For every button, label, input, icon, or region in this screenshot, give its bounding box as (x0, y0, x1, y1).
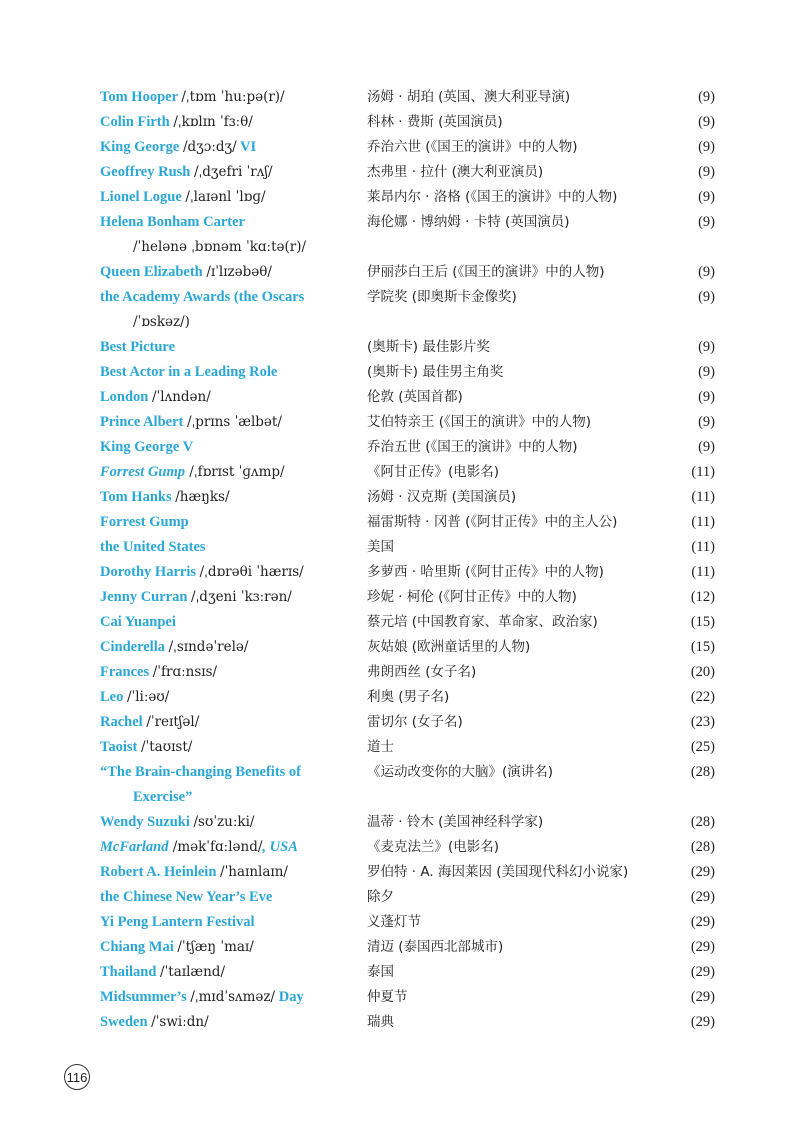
glossary-entry (100, 735, 715, 760)
entry-term (100, 660, 362, 685)
term-text: Best Actor in a Leading Role (100, 364, 278, 380)
term-text: King George V (100, 439, 194, 455)
phonetic: /ˌtɒm ˈhuːpə(r)/ (181, 89, 285, 105)
term-text: VI (236, 139, 257, 155)
entry-page-ref: (23) (690, 714, 715, 730)
entry-term (100, 635, 362, 660)
term-text: Sweden (100, 1014, 152, 1030)
glossary-entry (100, 835, 715, 860)
entry-translation: 灰姑娘 (欧洲童话里的人物) (367, 639, 531, 655)
term-text: Jenny Curran (100, 589, 192, 605)
entry-page-ref: (9) (698, 389, 715, 405)
entry-page-ref: (15) (690, 614, 715, 630)
entry-page-ref: (29) (690, 914, 715, 930)
phonetic: /ˌsɪndəˈrelə/ (168, 639, 249, 655)
phonetic: /ˈtʃæŋ ˈmaɪ/ (177, 939, 254, 955)
term-text: Prince Albert (100, 414, 187, 430)
entry-translation: 乔治六世 (《国王的演讲》中的人物) (367, 139, 578, 155)
entry-term (100, 885, 362, 910)
term-text: Chiang Mai (100, 939, 178, 955)
glossary-entry (100, 610, 715, 635)
glossary-entry (100, 960, 715, 985)
phonetic: /ˌprɪns ˈælbət/ (186, 414, 282, 430)
phonetic: /məkˈfɑːlənd/ (168, 839, 263, 855)
glossary-entry (100, 760, 715, 810)
phonetic: /ˈliːəʊ/ (126, 689, 170, 705)
entry-term (100, 360, 362, 385)
glossary-entry (100, 685, 715, 710)
entry-translation: 瑞典 (367, 1014, 394, 1030)
term-text: Leo (100, 689, 127, 705)
entry-term (100, 435, 362, 460)
entry-page-ref: (28) (690, 839, 715, 855)
phonetic: /ˌmɪdˈsʌməz/ (190, 989, 276, 1005)
glossary-entry (100, 85, 715, 110)
entry-translation: 道士 (367, 739, 394, 755)
glossary-entry (100, 385, 715, 410)
entry-translation: 珍妮 · 柯伦 (《阿甘正传》中的人物) (367, 589, 577, 605)
glossary-entry (100, 535, 715, 560)
term-text: Forrest Gump (100, 464, 186, 480)
entry-term (100, 810, 362, 835)
entry-page-ref: (28) (690, 764, 715, 780)
entry-page-ref: (11) (691, 514, 715, 530)
term-text: Tom Hooper (100, 89, 182, 105)
term-text: Frances (100, 664, 153, 680)
phonetic: /ˌdɒrəθi ˈhærɪs/ (199, 564, 304, 580)
phonetic: /ˌdʒeni ˈkɜːrən/ (191, 589, 292, 605)
entry-term (100, 910, 362, 935)
term-text: Cinderella (100, 639, 169, 655)
glossary-entry (100, 485, 715, 510)
entry-translation: 学院奖 (即奥斯卡金像奖) (367, 289, 517, 305)
term-text: Day (275, 989, 304, 1005)
entry-translation: 弗朗西丝 (女子名) (367, 664, 477, 680)
term-text: Thailand (100, 964, 161, 980)
entry-term (100, 460, 362, 485)
entry-term (100, 735, 362, 760)
glossary-entry (100, 360, 715, 385)
entry-translation: 温蒂 · 铃木 (美国神经科学家) (367, 814, 544, 830)
entry-page-ref: (9) (698, 114, 715, 130)
term-text: Robert A. Heinlein (100, 864, 221, 880)
entry-term (100, 535, 362, 560)
term-text: Lionel Logue (100, 189, 186, 205)
entry-translation: 泰国 (367, 964, 394, 980)
glossary-entry (100, 660, 715, 685)
entry-translation: 艾伯特亲王 (《国王的演讲》中的人物) (367, 414, 592, 430)
term-text: Dorothy Harris (100, 564, 200, 580)
glossary-entry (100, 635, 715, 660)
entry-translation: 义蓬灯节 (367, 914, 421, 930)
entry-term (100, 985, 362, 1010)
glossary-list (100, 85, 715, 1035)
entry-translation: 蔡元培 (中国教育家、革命家、政治家) (367, 614, 598, 630)
glossary-entry (100, 935, 715, 960)
term-text-continued: Exercise” (133, 789, 193, 805)
phonetic: /ˌkɒlɪn ˈfɜːθ/ (173, 114, 253, 130)
entry-translation: 杰弗里 · 拉什 (澳大利亚演员) (367, 164, 544, 180)
entry-translation: 美国 (367, 539, 394, 555)
glossary-entry (100, 110, 715, 135)
entry-term (100, 110, 362, 135)
term-text: Forrest Gump (100, 514, 189, 530)
phonetic: /ˈswiːdn/ (151, 1014, 209, 1030)
entry-page-ref: (9) (698, 264, 715, 280)
entry-page-ref: (29) (690, 964, 715, 980)
glossary-entry (100, 510, 715, 535)
term-text: Cai Yuanpei (100, 614, 176, 630)
term-text: Queen Elizabeth (100, 264, 207, 280)
entry-page-ref: (25) (690, 739, 715, 755)
entry-term (100, 485, 362, 510)
entry-term (100, 560, 362, 585)
glossary-entry (100, 210, 715, 260)
phonetic: /ˈreɪtʃəl/ (146, 714, 200, 730)
glossary-entry (100, 185, 715, 210)
entry-translation: (奥斯卡) 最佳影片奖 (367, 339, 490, 355)
entry-translation: 《麦克法兰》(电影名) (367, 839, 500, 855)
entry-translation: 雷切尔 (女子名) (367, 714, 463, 730)
glossary-entry (100, 985, 715, 1010)
phonetic-continued: /ˈhelənə ˌbɒnəm ˈkɑːtə(r)/ (133, 239, 307, 255)
term-text: Helena Bonham Carter (100, 214, 245, 230)
glossary-entry (100, 260, 715, 285)
entry-page-ref: (9) (698, 214, 715, 230)
term-text: the United States (100, 539, 206, 555)
page-number-badge: 116 (64, 1064, 90, 1090)
entry-term (100, 85, 362, 110)
term-text: Taoist (100, 739, 141, 755)
entry-page-ref: (29) (690, 864, 715, 880)
entry-term (100, 410, 362, 435)
entry-page-ref: (20) (690, 664, 715, 680)
entry-term (100, 160, 362, 185)
glossary-entry (100, 860, 715, 885)
entry-term (100, 935, 362, 960)
entry-term (100, 335, 362, 360)
glossary-entry (100, 435, 715, 460)
phonetic: /ˈlʌndən/ (152, 389, 211, 405)
term-text: Rachel (100, 714, 147, 730)
entry-translation: 罗伯特 · A. 海因莱因 (美国现代科幻小说家) (367, 864, 629, 880)
entry-page-ref: (28) (690, 814, 715, 830)
term-text: King George (100, 139, 183, 155)
entry-page-ref: (9) (698, 189, 715, 205)
glossary-entry (100, 885, 715, 910)
phonetic: /ɪˈlɪzəbəθ/ (206, 264, 272, 280)
entry-translation: 伊丽莎白王后 (《国王的演讲》中的人物) (367, 264, 605, 280)
entry-page-ref: (15) (690, 639, 715, 655)
term-text: the Academy Awards (the Oscars (100, 289, 305, 305)
entry-translation: 汤姆 · 胡珀 (英国、澳大利亚导演) (367, 89, 571, 105)
glossary-entry (100, 910, 715, 935)
entry-term (100, 210, 362, 255)
term-text: Geoffrey Rush (100, 164, 194, 180)
entry-term (100, 135, 362, 160)
glossary-entry (100, 135, 715, 160)
glossary-entry (100, 335, 715, 360)
entry-translation: 利奥 (男子名) (367, 689, 450, 705)
glossary-entry (100, 560, 715, 585)
entry-translation: 除夕 (367, 889, 394, 905)
entry-page-ref: (11) (691, 564, 715, 580)
entry-page-ref: (9) (698, 164, 715, 180)
entry-page-ref: (9) (698, 89, 715, 105)
entry-term (100, 185, 362, 210)
entry-translation: 汤姆 · 汉克斯 (美国演员) (367, 489, 517, 505)
entry-translation: 《运动改变你的大脑》(演讲名) (367, 764, 554, 780)
entry-translation: 海伦娜 · 博纳姆 · 卡特 (英国演员) (367, 214, 570, 230)
term-text: , USA (262, 839, 298, 855)
term-text: Tom Hanks (100, 489, 176, 505)
entry-term (100, 1010, 362, 1035)
entry-page-ref: (9) (698, 139, 715, 155)
glossary-entry (100, 1010, 715, 1035)
entry-translation: 福雷斯特 · 冈普 (《阿甘正传》中的主人公) (367, 514, 618, 530)
phonetic: /ˈhaɪnlaɪn/ (220, 864, 288, 880)
entry-term (100, 835, 362, 860)
entry-term (100, 760, 362, 805)
entry-page-ref: (9) (698, 289, 715, 305)
phonetic: /ˈtaʊɪst/ (140, 739, 193, 755)
phonetic-continued: /ˈɒskəz/) (133, 314, 190, 330)
term-text: “The Brain-changing Benefits of (100, 764, 301, 780)
entry-translation: 《阿甘正传》(电影名) (367, 464, 500, 480)
entry-page-ref: (9) (698, 364, 715, 380)
glossary-entry (100, 810, 715, 835)
entry-page-ref: (11) (691, 489, 715, 505)
entry-page-ref: (11) (691, 464, 715, 480)
term-text: London (100, 389, 152, 405)
term-text: Wendy Suzuki (100, 814, 194, 830)
phonetic: /ˈfrɑːnsɪs/ (152, 664, 218, 680)
phonetic: /ˌlaɪənl ˈlɒɡ/ (185, 189, 266, 205)
entry-term (100, 585, 362, 610)
entry-page-ref: (9) (698, 439, 715, 455)
entry-term (100, 960, 362, 985)
entry-page-ref: (12) (690, 589, 715, 605)
entry-page-ref: (29) (690, 889, 715, 905)
entry-page-ref: (9) (698, 339, 715, 355)
term-text: McFarland (100, 839, 169, 855)
phonetic: /dʒɔːdʒ/ (182, 139, 237, 155)
entry-page-ref: (11) (691, 539, 715, 555)
entry-translation: 仲夏节 (367, 989, 408, 1005)
entry-term (100, 260, 362, 285)
term-text: Midsummer’s (100, 989, 191, 1005)
entry-translation: 伦敦 (英国首都) (367, 389, 463, 405)
phonetic: /sʊˈzuːki/ (193, 814, 255, 830)
entry-term (100, 685, 362, 710)
entry-page-ref: (9) (698, 414, 715, 430)
entry-translation: 莱昂内尔 · 洛格 (《国王的演讲》中的人物) (367, 189, 618, 205)
glossary-entry (100, 460, 715, 485)
entry-page-ref: (29) (690, 989, 715, 1005)
entry-translation: 乔治五世 (《国王的演讲》中的人物) (367, 439, 578, 455)
entry-term (100, 710, 362, 735)
term-text: Best Picture (100, 339, 176, 355)
glossary-entry (100, 585, 715, 610)
entry-page-ref: (22) (690, 689, 715, 705)
entry-term (100, 510, 362, 535)
entry-term (100, 610, 362, 635)
entry-term (100, 385, 362, 410)
entry-translation: 多萝西 · 哈里斯 (《阿甘正传》中的人物) (367, 564, 604, 580)
entry-page-ref: (29) (690, 939, 715, 955)
term-text: Yi Peng Lantern Festival (100, 914, 255, 930)
phonetic: /ˌfɒrɪst ˈɡʌmp/ (185, 464, 285, 480)
glossary-entry (100, 410, 715, 435)
glossary-entry (100, 710, 715, 735)
phonetic: /ˌdʒefri ˈrʌʃ/ (193, 164, 273, 180)
entry-translation: 科林 · 费斯 (英国演员) (367, 114, 503, 130)
term-text: Colin Firth (100, 114, 174, 130)
entry-term (100, 860, 362, 885)
phonetic: /ˈtaɪlænd/ (160, 964, 225, 980)
term-text: the Chinese New Year’s Eve (100, 889, 273, 905)
entry-translation: (奥斯卡) 最佳男主角奖 (367, 364, 504, 380)
entry-translation: 清迈 (泰国西北部城市) (367, 939, 504, 955)
phonetic: /hæŋks/ (175, 489, 230, 505)
glossary-entry (100, 285, 715, 335)
glossary-entry (100, 160, 715, 185)
entry-page-ref: (29) (690, 1014, 715, 1030)
entry-term (100, 285, 362, 330)
